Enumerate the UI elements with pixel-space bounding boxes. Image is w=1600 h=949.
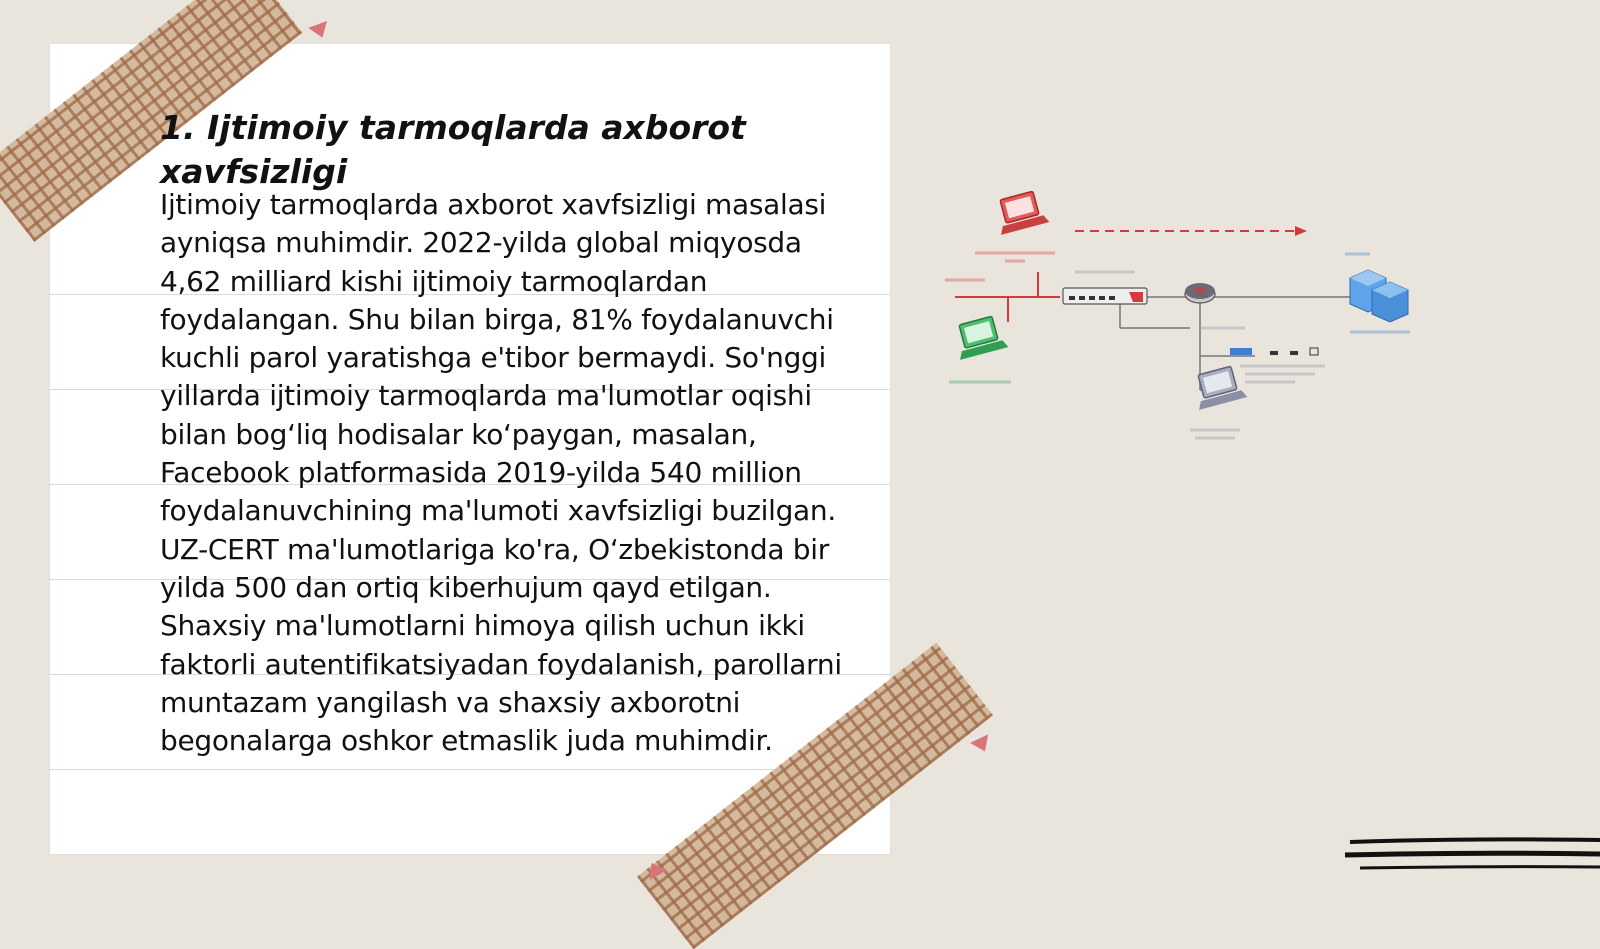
- server-icon: [1350, 270, 1408, 322]
- tape-tab: [970, 734, 994, 755]
- tape-tab: [308, 21, 332, 41]
- decorative-brush-lines: [1340, 830, 1600, 880]
- arrow-head-icon: [1295, 226, 1307, 236]
- paper-rule: [50, 769, 890, 770]
- laptop-icon: [992, 190, 1049, 235]
- slide-title: 1. Ijtimoiy tarmoqlarda axborot xavfsizligi: [160, 108, 746, 191]
- laptop-icon: [951, 314, 1008, 360]
- switch-icon: [1063, 288, 1147, 304]
- router-icon: [1185, 283, 1215, 303]
- laptop-icon: [1190, 364, 1247, 410]
- diagram-label-marks: [945, 253, 1410, 438]
- modem-icon: [1230, 348, 1318, 355]
- slide-body-text: Ijtimoiy tarmoqlarda axborot xavfsizligi masalasi ayniqsa muhimdir. 2022-yilda global miqyosda 4,62 milliard kishi ijtimoiy tarmoqlardan foydalangan. Shu bilan birga, 81% foydalanuvchi kuchli parol yaratishga e'tibor bermaydi. So'nggi yillarda ijtimoiy tarmoqlarda ma'lumotlar oqishi bilan bog‘liq hodisalar ko‘paygan, masalan, Facebook platformasida 2019-yilda 540 million foydalanuvchining ma'lumoti xavfsizligi buzilgan. UZ-CERT ma'lumotlariga ko'ra, O‘zbekistonda bir yilda 500 dan ortiq kiberhujum qayd etilgan. Shaxsiy ma'lumotlarni himoya qilish uchun ikki faktorli autentifikatsiyadan foydalanish, parollarni muntazam yangilash va shaxsiy axborotni begonalarga oshkor etmaslik juda muhimdir.: [160, 188, 842, 758]
- network-diagram: [945, 190, 1445, 460]
